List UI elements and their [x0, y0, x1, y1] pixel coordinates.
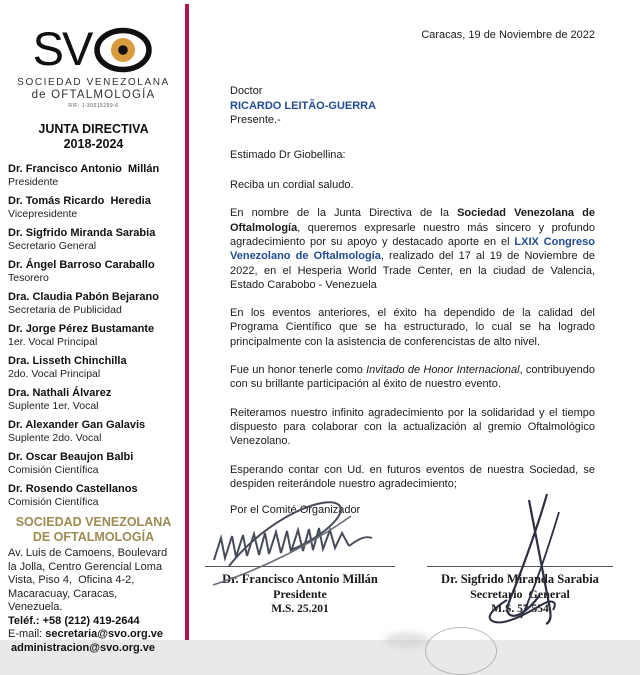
board-member-role: Suplente 1er. Vocal — [8, 400, 99, 412]
phone-line: Teléf.: +58 (212) 419-2644 — [8, 614, 140, 627]
signatory-name: Dr. Sigfrido Miranda Sarabia — [441, 572, 599, 586]
board-member-name: Dra. Claudia Pabón Bejarano — [8, 291, 159, 303]
board-member — [8, 227, 179, 253]
board-member-role: 1er. Vocal Principal — [8, 336, 98, 348]
sidebar — [0, 0, 185, 654]
eye-icon — [92, 26, 154, 74]
footer-org-name — [8, 515, 179, 544]
text-segment: En nombre de la Junta Directiva de la — [230, 207, 458, 220]
paragraph-1 — [230, 206, 595, 292]
board-member-role: Presidente — [8, 176, 59, 188]
address-block — [8, 547, 179, 615]
paragraph-2 — [230, 306, 595, 349]
email-address-1: secretaria@svo.org.ve — [45, 628, 164, 640]
board-member-name: Dr. Alexander Gan Galavis — [8, 419, 146, 431]
board-member-role: Suplente 2do. Vocal — [8, 432, 102, 444]
salutation: Estimado Dr Giobellina: — [230, 148, 346, 161]
text-segment: , queremos expresarle nuestro más sincero y profundo agradecimiento por su apoyo y destacado aporte en el — [230, 221, 595, 248]
signatory-info — [205, 496, 395, 617]
address-line: Av. Luis de Camoens, Boulevard — [8, 547, 168, 559]
board-member — [8, 163, 179, 189]
signatory-ms-number: M.S. 25.201 — [271, 603, 329, 615]
board-member-name: Dra. Nathali Álvarez — [8, 387, 112, 399]
seal-stamp-partial — [425, 627, 497, 675]
address-line: Vista, Piso 4, Oficina 4-2, — [8, 574, 135, 586]
signatory-name: Dr. Francisco Antonio Millán — [222, 572, 378, 586]
address-line: la Jolla, Centro Gerencial Loma — [8, 560, 163, 573]
board-member-name: Dr. Ángel Barroso Caraballo — [8, 259, 155, 271]
paragraph-4 — [230, 406, 595, 449]
paragraph-5 — [230, 463, 595, 492]
board-member — [8, 483, 179, 509]
signatory-info — [427, 496, 613, 617]
logo-org-name-line2: de OFTALMOLOGÍA — [31, 89, 156, 101]
board-member — [8, 323, 179, 349]
sidebar-footer — [8, 515, 179, 655]
logo-rif: RIF: J-30015259-6 — [68, 103, 119, 109]
board-member-name: Dr. Francisco Antonio Millán — [8, 163, 160, 175]
logo-acronym: SV — [32, 22, 92, 75]
text-segment: , realizado del 17 al 19 de Noviembre de 2022, en el Hesperia World Trade Center, en la ciudad de Valencia, Estado Carabobo - Venezuela — [230, 250, 595, 291]
text-segment: Fue un honor tenerle como — [230, 364, 367, 377]
text-segment: Reiteramos nuestro infinito agradecimiento por la solidaridad y el tiempo dispuesto para colaborar con la actualización al gremio Oftalmológico Venezolano. — [230, 406, 595, 448]
board-member-role: Secretario General — [8, 240, 97, 252]
signature-row — [205, 496, 613, 617]
greeting: Reciba un cordial saludo. — [230, 179, 354, 192]
board-member — [8, 387, 179, 413]
stamp-smudge — [384, 632, 430, 648]
board-member-role: Comisión Científica — [8, 464, 99, 476]
text-segment: , contribuyendo con su brillante participación al éxito de nuestro evento. — [230, 364, 595, 391]
signature-block-president — [205, 496, 395, 617]
board-member-name: Dr. Jorge Pérez Bustamante — [8, 323, 155, 335]
board-member — [8, 419, 179, 445]
svo-logo — [8, 24, 179, 109]
text-segment: En los eventos anteriores, el éxito ha dependido de la calidad del Programa Científico que se ha estructurado, lo cual se ha logrado principalmente con la asistencia de conferencistas de alto nivel. — [230, 307, 595, 348]
board-member — [8, 355, 179, 381]
logo-org-name-line1: SOCIEDAD VENEZOLANA — [17, 77, 170, 88]
board-member-role: 2do. Vocal Principal — [8, 368, 101, 380]
board-member-name: Dr. Tomás Ricardo Heredia — [8, 195, 151, 207]
board-member-name: Dra. Lisseth Chinchilla — [8, 355, 127, 367]
address-line: Macaracuay, Caracas, — [8, 587, 118, 600]
letter-date: Caracas, 19 de Noviembre de 2022 — [421, 29, 595, 41]
text-segment: Esperando contar con Ud. en futuros eventos de nuestra Sociedad, se despiden reiterándole nuestro agradecimiento; — [230, 463, 595, 490]
paragraph-3 — [230, 363, 595, 392]
email-address-2: administracion@svo.org.ve — [11, 641, 155, 654]
recipient-title: Doctor — [230, 85, 263, 98]
text-segment: LXIX Congreso Venezolano de Oftalmología — [230, 235, 596, 263]
email-label: E-mail: — [8, 628, 46, 640]
board-title-line2: 2018-2024 — [63, 137, 124, 151]
text-segment: Invitado de Honor Internacional — [366, 364, 520, 377]
recipient-presente: Presente.- — [230, 114, 281, 127]
footer-org-line1: SOCIEDAD VENEZOLANA — [15, 515, 172, 529]
board-member — [8, 451, 179, 477]
recipient-block — [230, 84, 595, 128]
board-title-line1: JUNTA DIRECTIVA — [38, 122, 149, 136]
board-member-role: Comisión Científica — [8, 496, 99, 508]
board-member — [8, 291, 179, 317]
board-member-role: Tesorero — [8, 272, 49, 284]
signature-line — [427, 566, 613, 567]
address-line: Venezuela. — [8, 601, 63, 613]
text-segment: Sociedad Venezolana de Oftalmología — [230, 207, 595, 234]
closing-line: Por el Comité Organizador — [230, 504, 361, 517]
board-member-role: Secretaria de Publicidad — [8, 304, 122, 316]
footer-org-line2: DE OFTALMOLOGÍA — [32, 529, 155, 544]
signature-block-secretary — [427, 496, 613, 617]
logo-acronym-row — [8, 24, 179, 74]
accent-divider-line — [185, 4, 189, 640]
signatory-role: Secretario General — [470, 587, 570, 601]
board-member — [8, 259, 179, 285]
board-title — [8, 122, 179, 152]
board-member-name: Dr. Rosendo Castellanos — [8, 483, 138, 495]
board-member-list — [8, 163, 179, 509]
signatory-ms-number: M.S. 57.554 — [491, 603, 549, 615]
signature-line — [205, 566, 395, 567]
email-line — [8, 628, 179, 642]
letter-body — [230, 0, 595, 517]
signatory-role: Presidente — [273, 587, 327, 601]
board-member-name: Dr. Sigfrido Miranda Sarabia — [8, 227, 156, 239]
board-member-role: Vicepresidente — [8, 208, 78, 220]
board-member — [8, 195, 179, 221]
board-member-name: Dr. Oscar Beaujon Balbi — [8, 451, 134, 463]
recipient-name: RICARDO LEITÃO-GUERRA — [230, 99, 377, 112]
